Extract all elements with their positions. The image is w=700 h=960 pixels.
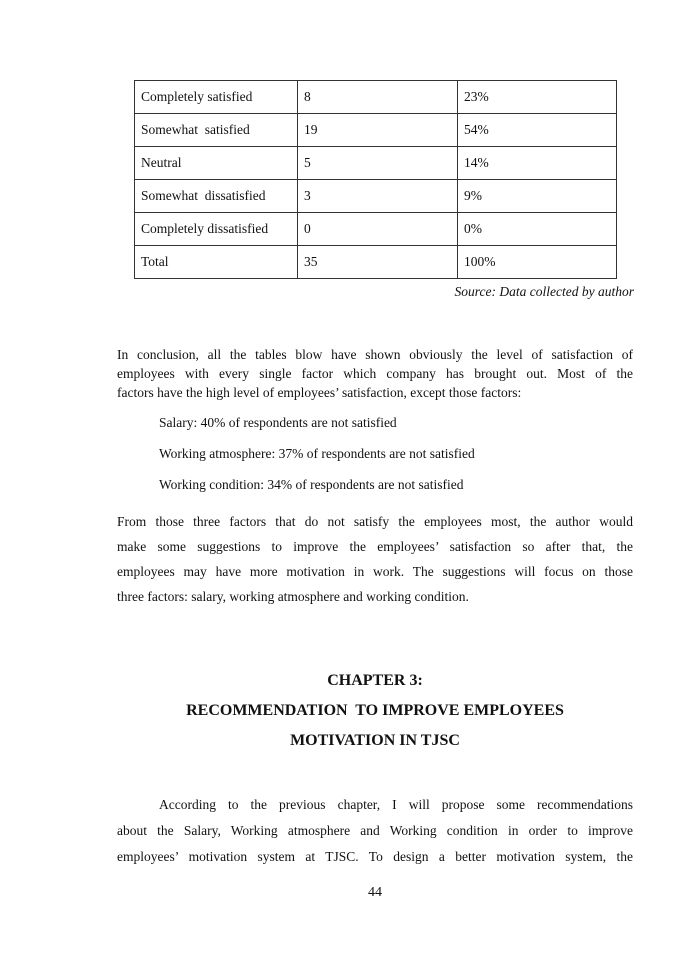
paragraph-line: three factors: salary, working atmosphere and working condition.	[117, 589, 469, 604]
row-count: 0	[298, 213, 458, 246]
conclusion-paragraph	[117, 345, 633, 402]
row-label: Somewhat dissatisfied	[135, 180, 298, 213]
paragraph-line: In conclusion, all the tables blow have shown obviously the level of satisfaction of	[117, 347, 633, 362]
factor-salary: Salary: 40% of respondents are not satisfied	[159, 415, 397, 430]
table-row	[135, 246, 617, 279]
table-row	[135, 147, 617, 180]
factor-working-atmosphere: Working atmosphere: 37% of respondents are not satisfied	[159, 446, 475, 461]
paragraph-line: employees may have more motivation in work. The suggestions will focus on those	[117, 564, 633, 579]
row-count: 3	[298, 180, 458, 213]
paragraph-line: factors have the high level of employees’ satisfaction, except those factors:	[117, 385, 522, 400]
row-count: 5	[298, 147, 458, 180]
row-percent: 54%	[458, 114, 617, 147]
row-percent: 100%	[458, 246, 617, 279]
chapter-number: CHAPTER 3:	[327, 672, 423, 689]
chapter-title-line-1: RECOMMENDATION TO IMPROVE EMPLOYEES	[186, 702, 564, 719]
row-label: Completely dissatisfied	[135, 213, 298, 246]
row-count: 8	[298, 81, 458, 114]
paragraph-line: employees with every single factor which company has brought out. Most of the	[117, 366, 633, 381]
paragraph-line: From those three factors that do not satisfy the employees most, the author would	[117, 514, 633, 529]
row-percent: 23%	[458, 81, 617, 114]
row-label: Somewhat satisfied	[135, 114, 298, 147]
row-count: 35	[298, 246, 458, 279]
chapter-title-line-2: MOTIVATION IN TJSC	[290, 732, 460, 749]
row-percent: 14%	[458, 147, 617, 180]
row-count: 19	[298, 114, 458, 147]
row-label: Completely satisfied	[135, 81, 298, 114]
table-row	[135, 213, 617, 246]
row-label: Total	[135, 246, 298, 279]
satisfaction-table	[134, 80, 617, 279]
row-percent: 0%	[458, 213, 617, 246]
page-number: 44	[368, 885, 382, 900]
table-row	[135, 180, 617, 213]
factor-working-condition: Working condition: 34% of respondents are not satisfied	[159, 477, 464, 492]
paragraph-line: employees’ motivation system at TJSC. To design a better motivation system, the	[117, 849, 633, 864]
table-source-caption: Source: Data collected by author	[454, 284, 634, 299]
paragraph-line: According to the previous chapter, I will propose some recommendations	[159, 797, 633, 812]
table-row	[135, 114, 617, 147]
suggestion-paragraph	[117, 509, 633, 609]
paragraph-line: about the Salary, Working atmosphere and Working condition in order to improve	[117, 823, 633, 838]
paragraph-line: make some suggestions to improve the employees’ satisfaction so after that, the	[117, 539, 633, 554]
intro-paragraph	[117, 792, 633, 870]
table-row	[135, 81, 617, 114]
row-percent: 9%	[458, 180, 617, 213]
row-label: Neutral	[135, 147, 298, 180]
